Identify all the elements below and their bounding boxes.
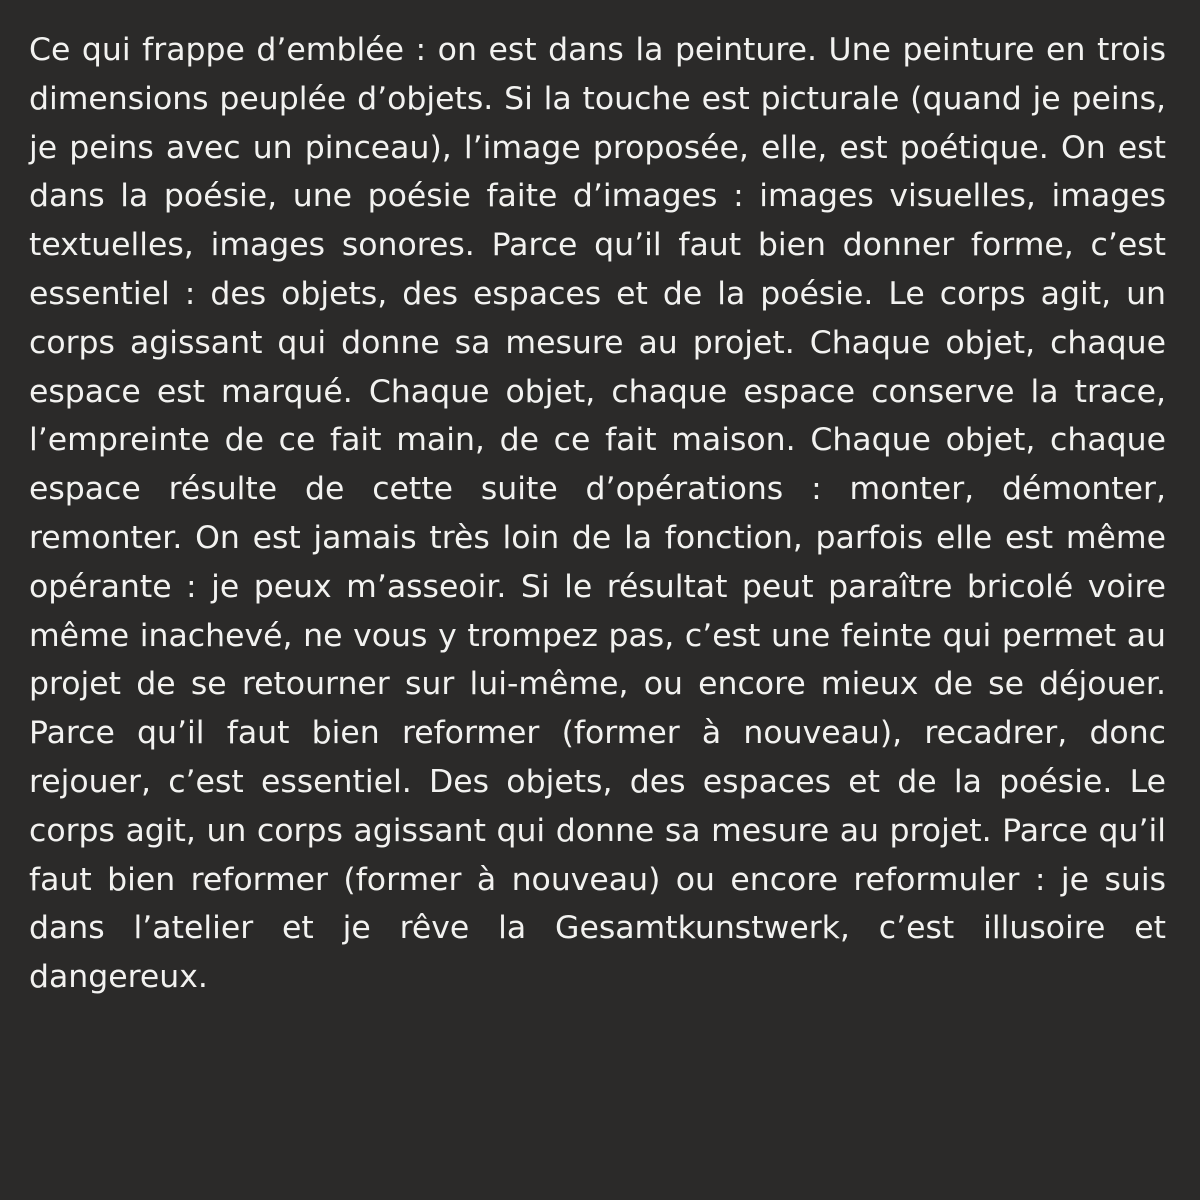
body-paragraph: Ce qui frappe d’emblée : on est dans la peinture. Une peinture en trois dimensions peuplée d’objets. Si la touche est picturale (quand je peins, je peins avec un pinceau), l’image proposée, elle, est poétique. On est dans la poésie, une poésie faite d’images : images visuelles, images textuelles, images sonores. Parce qu’il faut bien donner forme, c’est essentiel : des objets, des espaces et de la poésie. Le corps agit, un corps agissant qui donne sa mesure au projet. Chaque objet, chaque espace est marqué. Chaque objet, chaque espace conserve la trace, l’empreinte de ce fait main, de ce fait maison. Chaque objet, chaque espace résulte de cette suite d’opérations : monter, démonter, remonter. On est jamais très loin de la fonction, parfois elle est même opérante : je peux m’asseoir. Si le résultat peut paraître bricolé voire même inachevé, ne vous y trompez pas, c’est une feinte qui permet au projet de se retourner sur lui-même, ou encore mieux de se déjouer. Parce qu’il faut bien reformer (former à nouveau), recadrer, donc rejouer, c’est essentiel. Des objets, des espaces et de la poésie. Le corps agit, un corps agissant qui donne sa mesure au projet. Parce qu’il faut bien reformer (former à nouveau) ou encore reformuler : je suis dans l’atelier et je rêve la Gesamtkunstwerk, c’est illusoire et dangereux. — [29, 32, 1166, 996]
